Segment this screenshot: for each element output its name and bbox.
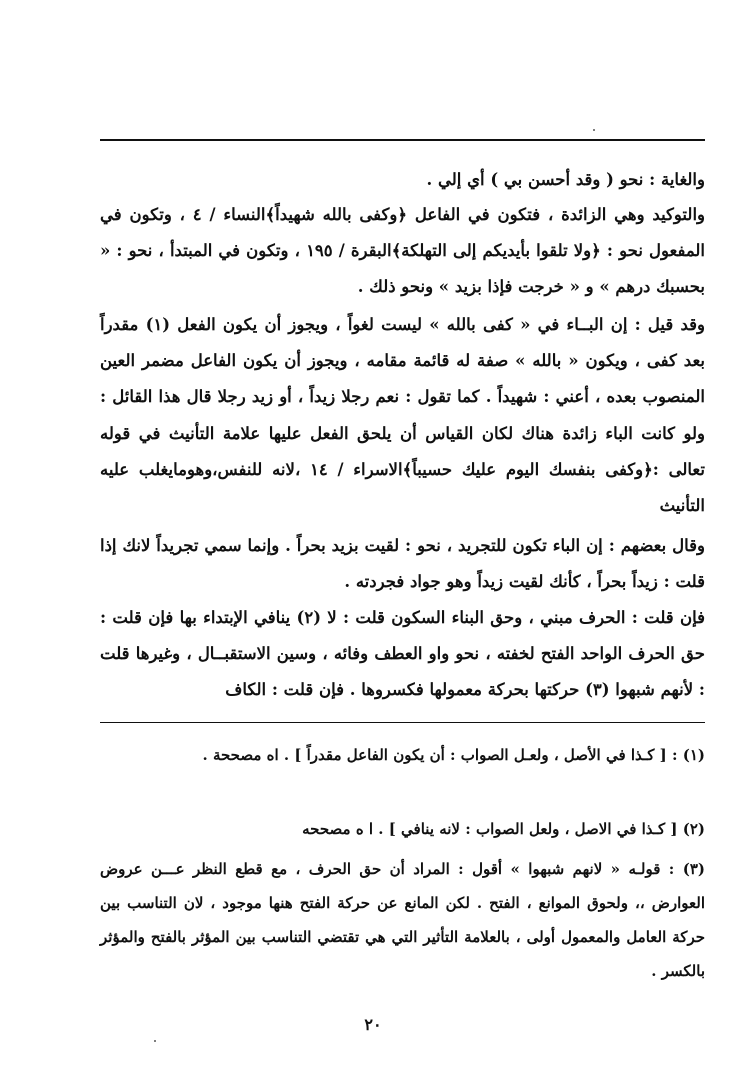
top-divider — [100, 139, 705, 141]
scan-speck — [154, 1040, 156, 1042]
footnote-1: (١) : [ كـذا في الأصل ، ولعـل الصواب : أن يكون الفاعل مقدراً ] . اه مصححة . — [202, 746, 705, 764]
paragraph-waqala-baaduhum: وقال بعضهم : إن الباء تكون للتجريد ، نحو : لقيت بزيد بحراً . وإنما سمي تجريداً لانك إذا قلت : زيداً بحراً ، كأنك لقيت زيداً وهو جواد فجردته . — [100, 536, 705, 592]
footnote-2: (٢) [ كـذا في الاصل ، ولعل الصواب : لانه ينافي ] . ا ه مصححه — [302, 820, 705, 838]
footnote-divider — [100, 722, 705, 723]
paragraph-tawkid: والتوكيد وهي الزائدة ، فتكون في الفاعل ﴿وكفى بالله شهيداً﴾النساء / ٤ ، وتكون في المفعول نحو : ﴿ولا تلقوا بأيديكم إلى التهلكة﴾البقرة / ١٩٥ ، وتكون في المبتدأ ، نحو : « بحسبك درهم » و « خرجت فإذا بزيد » ونحو ذلك . — [100, 205, 705, 297]
paragraph-fain-qulta: فإن قلت : الحرف مبني ، وحق البناء السكون قلت : لا (٢) ينافي الإبتداء بها فإن قلت : حق الحرف الواحد الفتح لخفته ، نحو واو العطف وفائه ، وسين الاستقبــال ، وغيرها قلت : لأنهم شبهوا (٣) حركتها بحركة معمولها فكسروها . فإن قلت : الكاف — [100, 608, 706, 700]
paragraph-ghaya: والغاية : نحو ( وقد أحسن بي ) أي إلي . — [426, 170, 705, 189]
scan-speck — [593, 129, 595, 131]
page-number: ٢٠ — [364, 1015, 382, 1034]
paragraph-waqad-qila: وقد قيل : إن البــاء في « كفى بالله » ليست لغواً ، ويجوز أن يكون الفعل (١) مقدراً بعد كفى ، ويكون « بالله » صفة له قائمة مقامه ، ويجوز أن يكون الفاعل مضمر العين المنصوب بعده ، أعني : شهيداً . كما تقول : نعم رجلا زيداً ، أو زيد رجلا قال هذا القائل : ولو كانت الباء زائدة هناك لكان القياس أن يلحق الفعل عليها علامة التأنيث في قوله تعالى :﴿وكفى بنفسك اليوم عليك حسيباً﴾الاسراء / ١٤ ،لانه للنفس،وهومايغلب عليه التأنيث — [100, 315, 705, 516]
footnote-3: (٣) : قولـه « لانهم شبهوا » أقول : المراد أن حق الحرف ، مع قطع النظر عـــن عروض العوارض ،، ولحوق الموانع ، الفتح . لكن المانع عن حركة الفتح هنها موجود ، لان التناسب بين حركة العامل والمعمول أولى ، بالعلامة التأثير التي هي تقتضي التناسب بين المؤثر بالفتح والمؤثر بالكسر . — [100, 860, 705, 980]
